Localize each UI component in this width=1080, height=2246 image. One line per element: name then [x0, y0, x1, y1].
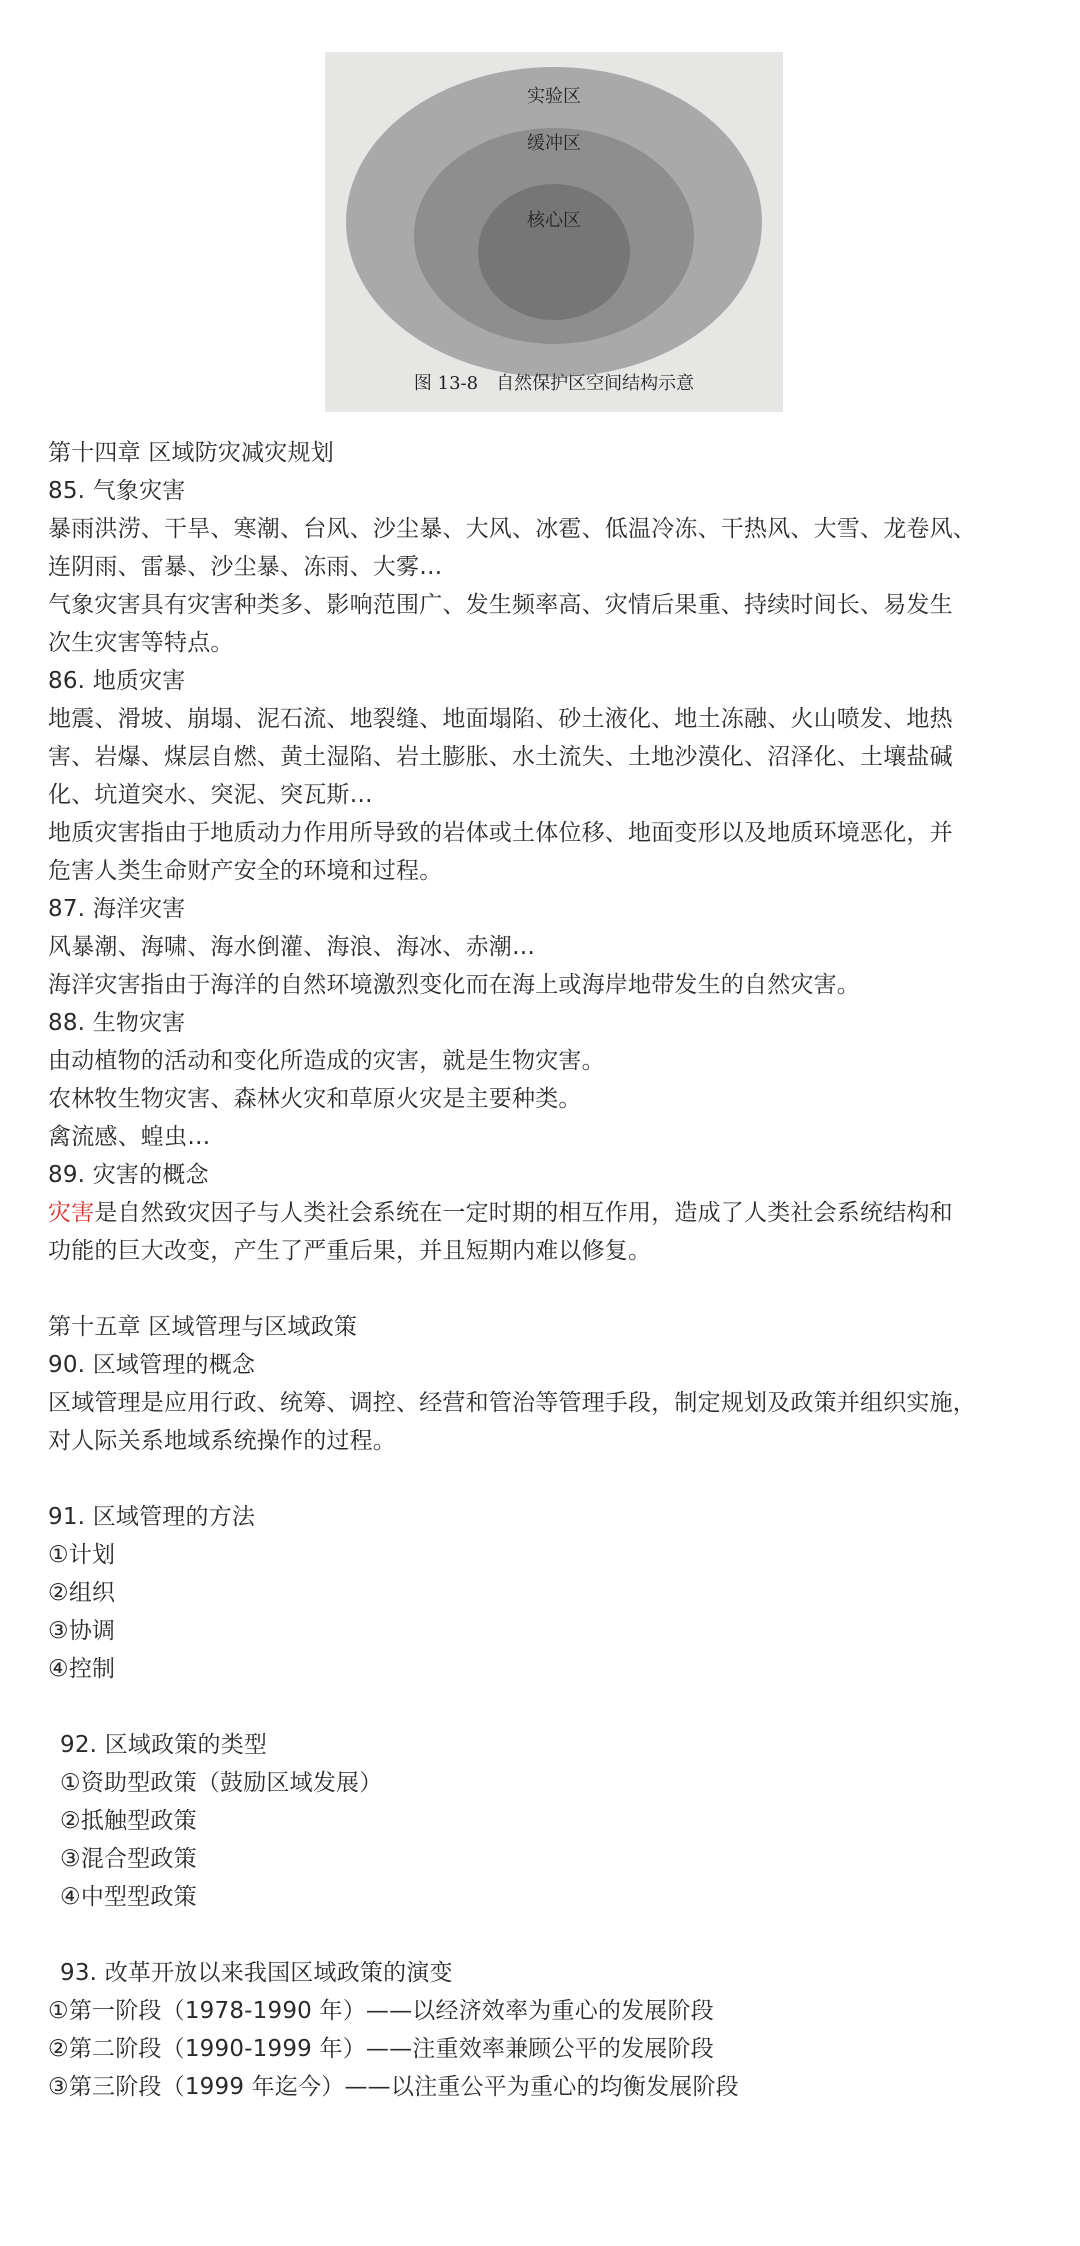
section-heading-89: 89. 灾害的概念 [48, 1162, 209, 1188]
text-line: 农林牧生物灾害、森林火灾和草原火灾是主要种类。 [48, 1086, 582, 1112]
list-item: ①计划 [48, 1542, 116, 1568]
text-line: 功能的巨大改变，产生了严重后果，并且短期内难以修复。 [48, 1238, 652, 1264]
figure-caption: 图 13-8 自然保护区空间结构示意 [413, 373, 695, 394]
section-heading-85: 85. 气象灾害 [48, 478, 186, 504]
section-heading-90: 90. 区域管理的概念 [48, 1352, 256, 1378]
highlighted-term: 灾害 [48, 1200, 95, 1226]
inner-zone-ellipse [478, 184, 630, 320]
section-heading-86: 86. 地质灾害 [48, 668, 186, 694]
list-item: ④控制 [48, 1656, 116, 1682]
text-line: 害、岩爆、煤层自燃、黄土湿陷、岩土膨胀、水土流失、土地沙漠化、沼泽化、土壤盐碱 [48, 744, 953, 770]
section-heading-88: 88. 生物灾害 [48, 1010, 186, 1036]
text-line: 风暴潮、海啸、海水倒灌、海浪、海冰、赤潮… [48, 934, 536, 960]
section-heading-91: 91. 区域管理的方法 [48, 1504, 256, 1530]
list-item: ③协调 [48, 1618, 116, 1644]
document-body [48, 434, 1068, 2106]
spacer [48, 1460, 1068, 1498]
list-item: ①第一阶段（1978-1990 年）——以经济效率为重心的发展阶段 [48, 1998, 714, 2024]
spacer [48, 1916, 1068, 1954]
spacer [48, 1688, 1068, 1726]
list-item: ④中型型政策 [60, 1884, 197, 1910]
text-line: 危害人类生命财产安全的环境和过程。 [48, 858, 443, 884]
text-line: 化、坑道突水、突泥、突瓦斯… [48, 782, 373, 808]
chapter-15-title: 第十五章 区域管理与区域政策 [48, 1314, 358, 1340]
zone-label-buffer: 缓冲区 [527, 133, 581, 154]
text-line: 次生灾害等特点。 [48, 630, 234, 656]
text-line [48, 1194, 1068, 1232]
text-line: 海洋灾害指由于海洋的自然环境激烈变化而在海上或海岸地带发生的自然灾害。 [48, 972, 860, 998]
zone-label-experimental: 实验区 [527, 86, 581, 107]
list-item: ③第三阶段（1999 年迄今）——以注重公平为重心的均衡发展阶段 [48, 2074, 739, 2100]
text-segment: 是自然致灾因子与人类社会系统在一定时期的相互作用，造成了人类社会系统结构和 [94, 1200, 953, 1226]
zone-label-core: 核心区 [527, 210, 581, 231]
section-heading-87: 87. 海洋灾害 [48, 896, 186, 922]
text-line: 暴雨洪涝、干旱、寒潮、台风、沙尘暴、大风、冰雹、低温冷冻、干热风、大雪、龙卷风、 [48, 516, 976, 542]
spacer [48, 1270, 1068, 1308]
section-heading-93: 93. 改革开放以来我国区域政策的演变 [60, 1960, 453, 1986]
protected-area-figure [325, 52, 783, 412]
list-item: ③混合型政策 [60, 1846, 197, 1872]
list-item: ②组织 [48, 1580, 116, 1606]
zone-diagram [325, 52, 783, 412]
list-item: ①资助型政策（鼓励区域发展） [60, 1770, 383, 1796]
text-line: 由动植物的活动和变化所造成的灾害，就是生物灾害。 [48, 1048, 605, 1074]
text-line: 气象灾害具有灾害种类多、影响范围广、发生频率高、灾情后果重、持续时间长、易发生 [48, 592, 953, 618]
text-line: 区域管理是应用行政、统筹、调控、经营和管治等管理手段，制定规划及政策并组织实施， [48, 1390, 976, 1416]
text-line: 地质灾害指由于地质动力作用所导致的岩体或土体位移、地面变形以及地质环境恶化，并 [48, 820, 953, 846]
text-line: 连阴雨、雷暴、沙尘暴、冻雨、大雾… [48, 554, 443, 580]
list-item: ②抵触型政策 [60, 1808, 197, 1834]
chapter-14-title: 第十四章 区域防灾减灾规划 [48, 440, 334, 466]
section-heading-92: 92. 区域政策的类型 [60, 1732, 268, 1758]
list-item: ②第二阶段（1990-1999 年）——注重效率兼顾公平的发展阶段 [48, 2036, 714, 2062]
text-line: 禽流感、蝗虫… [48, 1124, 211, 1150]
text-line: 地震、滑坡、崩塌、泥石流、地裂缝、地面塌陷、砂土液化、地土冻融、火山喷发、地热 [48, 706, 953, 732]
text-line: 对人际关系地域系统操作的过程。 [48, 1428, 396, 1454]
